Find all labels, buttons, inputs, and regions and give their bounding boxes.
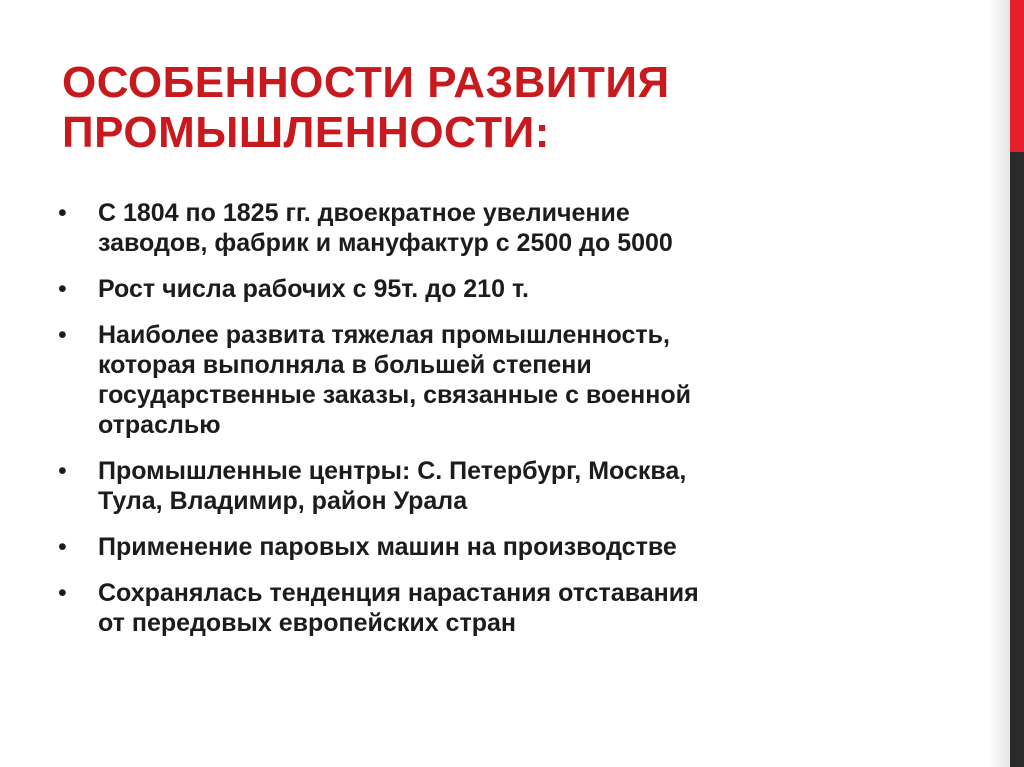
bullet-line: отраслью (98, 411, 221, 439)
right-edge-accent (1010, 0, 1024, 152)
bullet-icon: • (58, 321, 67, 349)
slide-title (62, 58, 962, 158)
bullet-icon: • (58, 457, 67, 485)
bullet-icon: • (58, 579, 67, 607)
bullet-line: заводов, фабрик и мануфактур с 2500 до 5000 (98, 229, 673, 257)
bullet-icon: • (58, 275, 67, 303)
edge-shadow (988, 0, 1010, 767)
bullet-line: которая выполняла в большей степени (98, 351, 592, 379)
bullet-icon: • (58, 533, 67, 561)
bullet-line: Сохранялась тенденция нарастания отставания (98, 579, 699, 607)
bullet-line: С 1804 по 1825 гг. двоекратное увеличение (98, 199, 630, 227)
bullet-list (58, 198, 918, 654)
bullet-item (58, 578, 918, 638)
bullet-line: Тула, Владимир, район Урала (98, 487, 468, 515)
slide-title-line-2: ПРОМЫШЛЕННОСТИ: (62, 108, 550, 157)
bullet-line: от передовых европейских стран (98, 609, 516, 637)
slide-title-line-1: ОСОБЕННОСТИ РАЗВИТИЯ (62, 58, 670, 107)
bullet-line: Промышленные центры: С. Петербург, Москва, (98, 457, 687, 485)
bullet-item (58, 320, 918, 440)
bullet-line: Применение паровых машин на производстве (98, 533, 677, 561)
bullet-line: Наиболее развита тяжелая промышленность, (98, 321, 670, 349)
bullet-item (58, 198, 918, 258)
bullet-line: государственные заказы, связанные с военной (98, 381, 691, 409)
bullet-item (58, 456, 918, 516)
bullet-item (58, 532, 918, 562)
bullet-line: Рост числа рабочих с 95т. до 210 т. (98, 275, 529, 303)
bullet-icon: • (58, 199, 67, 227)
bullet-item (58, 274, 918, 304)
